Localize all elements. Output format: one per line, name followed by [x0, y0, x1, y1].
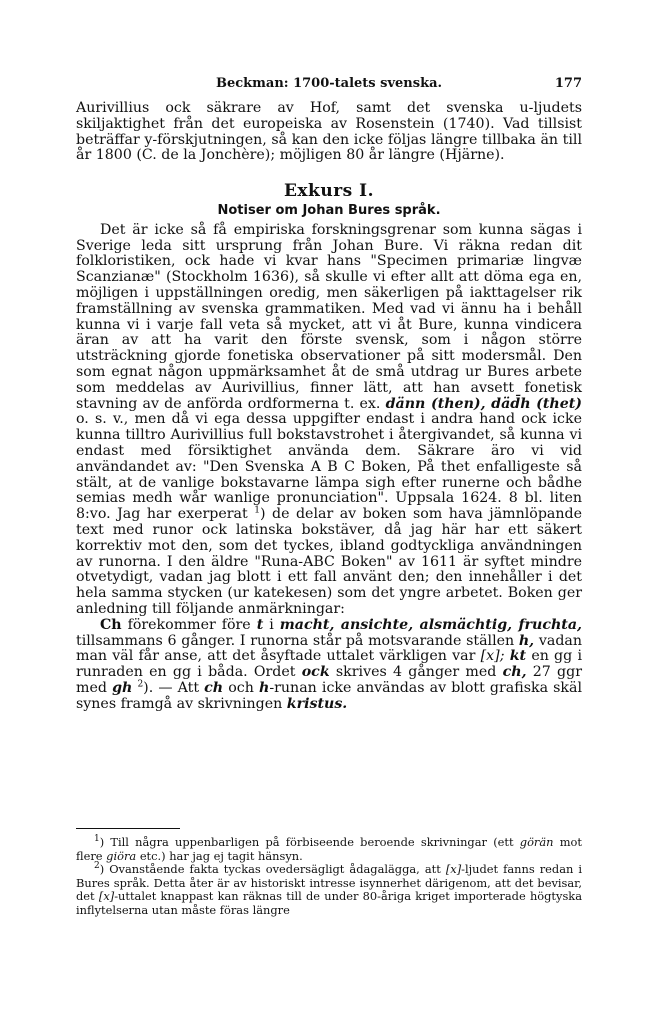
p2-text-a: förekommer före — [127, 616, 251, 633]
p2-text-g: 27 ggr med — [76, 664, 582, 696]
p2-ch2: ch, — [502, 664, 527, 681]
footnote-2-mark: 2 — [94, 861, 100, 872]
p2-ch3: ch — [204, 679, 224, 696]
footnotes — [76, 836, 582, 918]
excursus-title: Exkurs I. — [283, 181, 375, 202]
intro-paragraph: Aurivillius ock säkrare av Hof, samt det svenska u-ljudets skiljaktighet från det europeiska av Rosenstein (1740). Vad tillsist beträffar y-förskjutningen, så kan den icke följas längre tillbaka än till år 1800 (C. de la Jonchère); möjligen 80 år längre (Hjärne). — [76, 100, 582, 164]
footnote-1-text-b: mot flere — [76, 835, 582, 863]
p2-x: [x]; — [480, 648, 505, 665]
p2-text-c: tillsammans 6 gånger. I runorna står på motsvarande ställen — [76, 632, 515, 649]
p1-text-a: Det är icke så få empiriska forskningsgrenar som kunna sägas i Sverige leda sitt ursprung från Johan Bure. Vi räkna redan dit folkloristiken, ock hade vi kvar hans "Specimen primariæ lingvæ Scanzianæ" (Stockholm 1636), så skulle vi efter allt att döma ega en, möjligen i uppställningen oredig, men säkerligen på iakttagelser rik framställning av svenska grammatiken. Med vad vi ännu ha i behåll kunna vi i varje fall veta så mycket, att vi åt Bure, kunna vindicera äran av att ha varit den förste svensk, som i någon större utsträckning gjorde fonetiska observationer på sitt modersmål. Den som egnat någon uppmärksamhet åt de små utdrag ur Bures arbete som meddelas av Aurivillius, finner lätt, att han avsett fonetisk stavning av de anförda ordformerna t. ex. — [76, 221, 582, 412]
p2-text-b: i — [269, 616, 274, 633]
p2-kristus: kristus. — [286, 695, 348, 712]
footnote-ref-2: 2 — [137, 679, 144, 690]
footnote-ref-1: 1 — [254, 505, 260, 516]
p2-h-rune: h — [259, 679, 270, 696]
footnote-2-x2: [x] — [98, 889, 115, 904]
footnote-2-text-c: -uttalet knappast kan räknas till de under 80-åriga kriget importerade högtyska inflytelserna utan måste föras längre — [76, 889, 582, 917]
p2-text-f: skrives 4 gånger med — [335, 664, 497, 681]
p2-text-e: en gg i runraden en gg i båda. Ordet — [76, 648, 582, 681]
footnote-1-goran: görän — [519, 835, 554, 849]
p2-ch: Ch — [100, 616, 122, 633]
p2-words: macht, ansichte, alsmächtig, fruchta, — [279, 616, 582, 633]
footnote-1-giora: giöra — [106, 848, 137, 863]
footnote-1-mark: 1 — [94, 834, 100, 845]
footnote-1-text-c: etc.) har jag ej tagit hänsyn. — [139, 848, 303, 863]
p2-text-j: -runan icke användas av blott grafiska skäl synes framgå av skrivningen — [76, 679, 583, 712]
p2-text-i: och — [228, 679, 254, 696]
footnote-divider — [76, 828, 180, 829]
body-text — [76, 101, 582, 712]
p2-t: t — [256, 616, 264, 633]
footnote-2 — [76, 863, 582, 917]
p2-text-d: vadan man väl får anse, att det åsyftade uttalet värkligen var — [76, 632, 582, 665]
p2-ock: ock — [301, 664, 330, 681]
p2-kt: kt — [509, 648, 527, 665]
running-title: Beckman: 1700-talets svenska. — [215, 76, 443, 91]
excursus-subtitle: Notiser om Johan Bures språk. — [217, 202, 441, 218]
footnote-2-text-b: -ljudet fanns redan i Bures språk. Detta åter är av historiskt intresse isynnerhet därigenom, att det bevisar, det — [76, 862, 583, 904]
p1-example-words: dänn (then), däd̄h (thet) — [385, 395, 582, 412]
footnote-2-text-a: ) Ovanstående fakta tyckas ovedersägligt ådagalägga, att — [99, 862, 441, 877]
excursus-paragraph-2 — [76, 618, 582, 713]
footnote-2-x: [x] — [445, 862, 462, 877]
footnote-1-text-a: ) Till några uppenbarligen på förbiseende beroende skrivningar (ett — [99, 835, 514, 849]
p1-text-b: o. s. v., men då vi ega dessa uppgifter endast i andra hand ock icke kunna tilltro Aurivillius full bokstavstrohet i återgivandet, så kunna vi endast med försiktighet använda dem. Säkrare äro vi vid användandet av: "Den Svenska A B C Boken, På thet enfalligeste så stält, at de vanlige bokstavarne lämpa sigh efter runerne och bådhe semias medh wår wanlige pronunciation". Uppsala 1624. 8 bl. liten 8:vo. Jag har exerperat — [76, 411, 582, 523]
p2-gh: gh — [112, 679, 133, 696]
p2-h: h, — [518, 632, 535, 649]
p2-text-h2: ). — Att — [143, 679, 200, 696]
running-head — [76, 76, 582, 96]
excursus-paragraph-1: Det är icke så få empiriska forskningsgrenar som kunna sägas i Sverige leda sitt ursprung från Johan Bure. Vi räkna redan dit folkloristiken, ock hade vi kvar hans "Specimen primariæ lingvæ Scanzianæ" (Stockholm 1636), så skulle vi efter allt att döma ega en, möjligen i uppställningen oredig, men säkerligen på iakttagelser rik framställning av svenska grammatiken. Med vad vi ännu ha i behåll kunna vi i varje fall veta så mycket, att vi åt Bure, kunna vindicera äran av att ha varit den förste svensk, som i någon större utsträckning gjorde fonetiska observationer på sitt modersmål. Den som egnat någon uppmärksamhet åt de små utdrag ur Bures arbete som meddelas av Aurivillius, finner lätt, att han avsett fonetisk stavning av de anförda ordformerna t. ex. dänn (then), däd̄h (thet) o. s. v., men då vi ega dessa uppgifter endast i andra hand ock icke kunna tilltro Aurivillius full bokstavstrohet i återgivandet, så kunna vi endast med försiktighet använda dem. Säkrare äro vi vid användandet av: "Den Svenska A B C Boken, På thet enfalligeste så stält, at de vanlige bokstavarne lämpa sigh efter runerne och bådhe semias medh wår wanlige pronunciation". Uppsala 1624. 8 bl. liten 8:vo. Jag har exerperat $^1$) de delar av boken som hava jämnlöpande text med runor ock latinska bokstäver, då jag här har ett säkert korrektiv mot den, som det tyckes, ibland godtyckliga användningen av runorna. I den äldre "Runa-ABC Boken" av 1611 är syftet mindre otvetydigt, vadan jag blott i ett fall använt den; den innehåller i det hela samma stycken (ur katekesen) som det yngre arbetet. Boken ger anledning till följande anmärkningar: — [76, 221, 582, 617]
page-number: 177 — [554, 76, 582, 91]
footnote-1 — [76, 836, 582, 863]
p1-text-c: de delar av boken som hava jämnlöpande text med runor ock latinska bokstäver, då jag här har ett säkert korrektiv mot den, som det tyckes, ibland godtyckliga användningen av runorna. I den äldre "Runa-ABC Boken" av 1611 är syftet mindre otvetydigt, vadan jag blott i ett fall använt den; den innehåller i det hela samma stycken (ur katekesen) som det yngre arbetet. Boken ger anledning till följande anmärkningar: — [76, 506, 582, 617]
